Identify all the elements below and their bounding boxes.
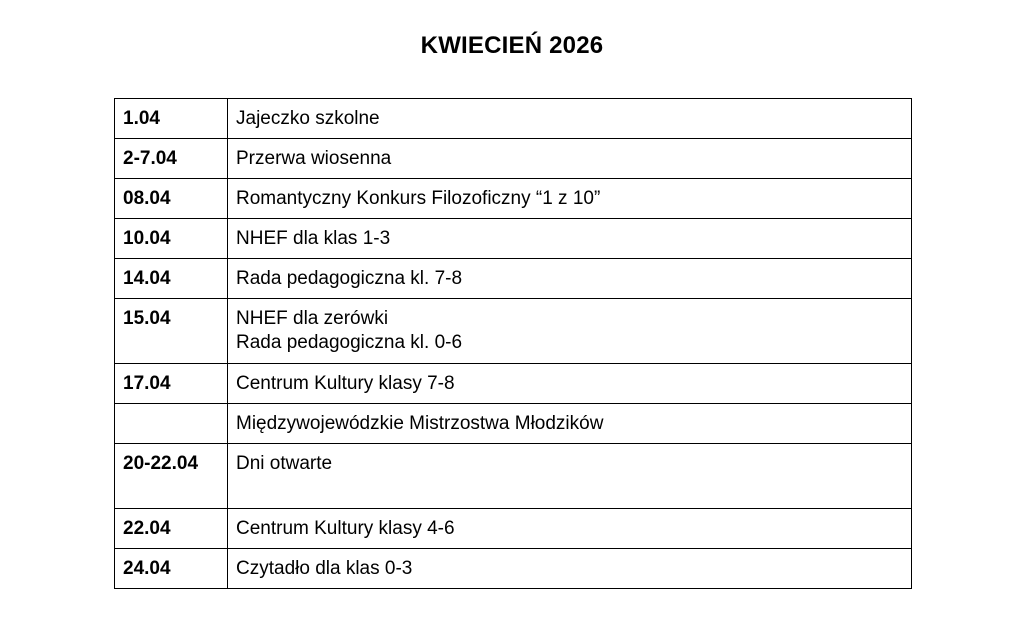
event-text: NHEF dla zerówki bbox=[236, 308, 389, 329]
event-text: Rada pedagogiczna kl. 7-8 bbox=[236, 268, 463, 289]
event-cell bbox=[228, 404, 912, 444]
table-row bbox=[115, 179, 912, 219]
event-text: Przerwa wiosenna bbox=[236, 148, 392, 169]
event-text: Centrum Kultury klasy 7-8 bbox=[236, 373, 455, 394]
table-row bbox=[115, 99, 912, 139]
event-cell bbox=[228, 139, 912, 179]
event-cell bbox=[228, 444, 912, 509]
date-cell: 2-7.04 bbox=[115, 139, 228, 179]
date-cell: 1.04 bbox=[115, 99, 228, 139]
schedule-table bbox=[114, 98, 912, 589]
event-cell bbox=[228, 259, 912, 299]
table-row bbox=[115, 259, 912, 299]
table-row bbox=[115, 509, 912, 549]
table-row bbox=[115, 299, 912, 364]
event-cell bbox=[228, 99, 912, 139]
event-cell bbox=[228, 179, 912, 219]
date-cell: 17.04 bbox=[115, 364, 228, 404]
event-text: Centrum Kultury klasy 4-6 bbox=[236, 518, 455, 539]
table-row bbox=[115, 444, 912, 509]
table-row bbox=[115, 139, 912, 179]
table-row bbox=[115, 219, 912, 259]
event-cell bbox=[228, 219, 912, 259]
date-cell: 20-22.04 bbox=[115, 444, 228, 509]
event-cell bbox=[228, 364, 912, 404]
event-cell bbox=[228, 299, 912, 364]
page-title: KWIECIEŃ 2026 bbox=[420, 32, 604, 59]
event-cell bbox=[228, 549, 912, 589]
event-text: NHEF dla klas 1-3 bbox=[236, 228, 391, 249]
event-text: Romantyczny Konkurs Filozoficzny “1 z 10” bbox=[236, 188, 601, 209]
date-cell: 08.04 bbox=[115, 179, 228, 219]
event-text: Rada pedagogiczna kl. 0-6 bbox=[236, 332, 463, 353]
event-cell bbox=[228, 509, 912, 549]
event-text: Czytadło dla klas 0-3 bbox=[236, 558, 413, 579]
date-cell: 14.04 bbox=[115, 259, 228, 299]
date-cell: 24.04 bbox=[115, 549, 228, 589]
table-row bbox=[115, 404, 912, 444]
event-text: Jajeczko szkolne bbox=[236, 108, 380, 129]
date-cell bbox=[115, 404, 228, 444]
event-text: Międzywojewódzkie Mistrzostwa Młodzików bbox=[236, 413, 604, 434]
date-cell: 22.04 bbox=[115, 509, 228, 549]
date-cell: 15.04 bbox=[115, 299, 228, 364]
table-row bbox=[115, 549, 912, 589]
event-text: Dni otwarte bbox=[236, 453, 333, 474]
date-cell: 10.04 bbox=[115, 219, 228, 259]
table-row bbox=[115, 364, 912, 404]
